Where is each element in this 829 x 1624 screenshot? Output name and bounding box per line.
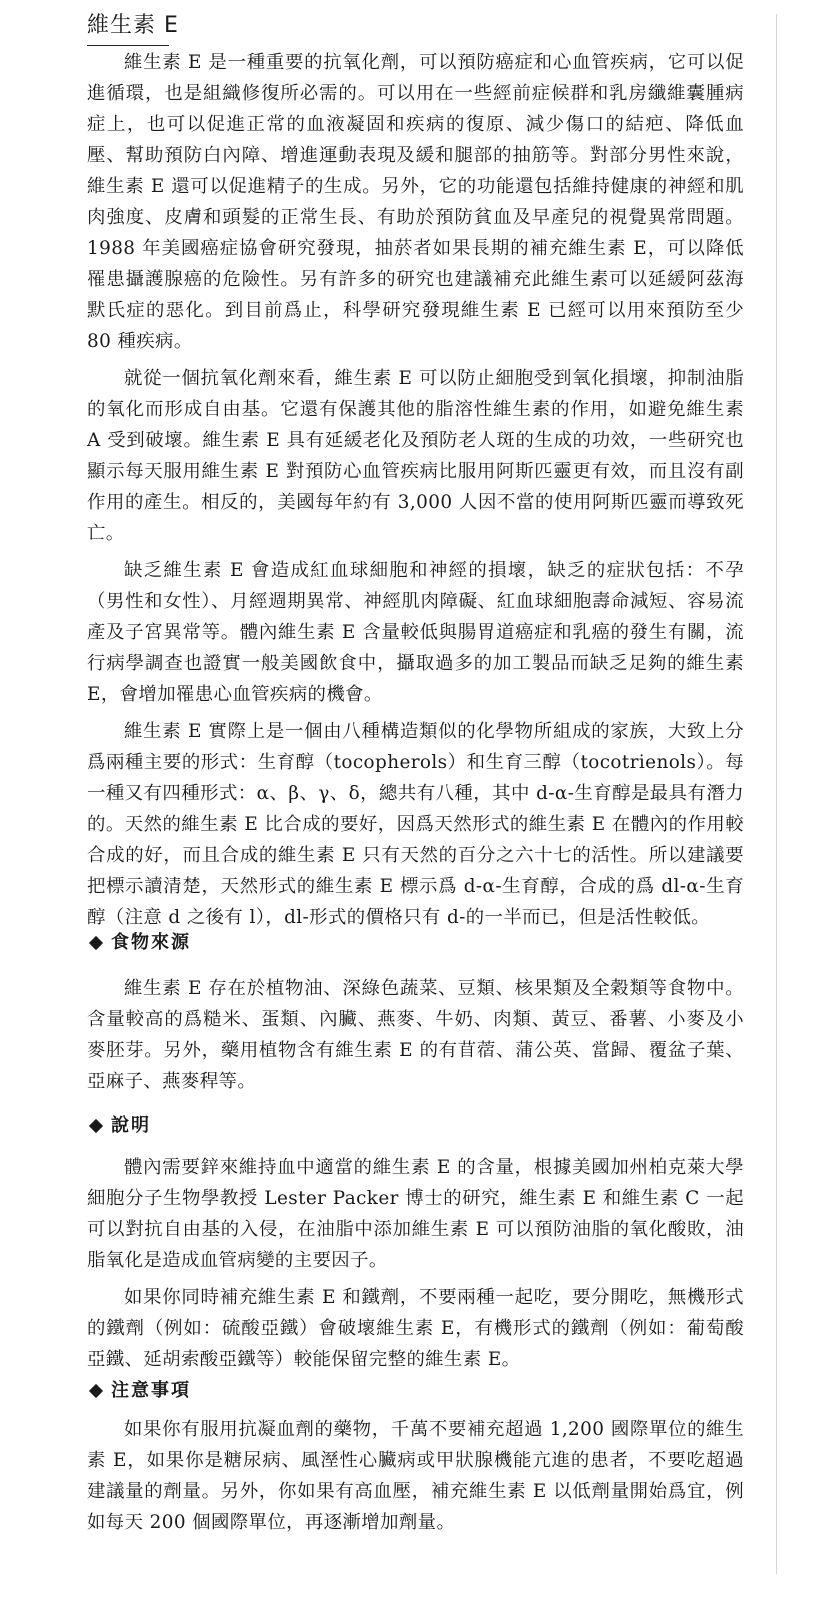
diamond-bullet-icon bbox=[89, 1384, 103, 1398]
diamond-bullet-icon bbox=[89, 936, 103, 950]
intro-paragraph-2: 就從一個抗氧化劑來看，維生素 E 可以防止細胞受到氧化損壞，抑制油脂的氧化而形成自由基。它還有保護其他的脂溶性維生素的作用，如避免維生素 A 受到破壞。維生素 E 具有延緩老化及預防老人斑的生成的功效，一些研究也顯示每天服用維生素 E 對預防心血管疾病比服用阿斯匹靈更有效，而且沒有副作用的產生。相反的，美國每年約有 3,000 人因不當的使用阿斯匹靈而導致死亡。 bbox=[87, 368, 744, 544]
title-underline bbox=[87, 45, 169, 46]
explanation-body bbox=[87, 1152, 744, 1381]
section-heading-text: 食物來源 bbox=[111, 932, 191, 953]
food-sources-paragraph: 維生素 E 存在於植物油、深綠色蔬菜、豆類、核果類及全穀類等食物中。含量較高的爲糙米、蛋類、內臟、燕麥、牛奶、肉類、黃豆、番薯、小麥及小麥胚芽。另外，藥用植物含有維生素 E 的有苜蓿、蒲公英、當歸、覆盆子葉、亞麻子、燕麥稈等。 bbox=[87, 978, 744, 1092]
section-heading-cautions bbox=[87, 1378, 744, 1404]
section-food-sources bbox=[87, 930, 744, 956]
cautions-paragraph: 如果你有服用抗凝血劑的藥物，千萬不要補充超過 1,200 國際單位的維生素 E，如果你是糖尿病、風溼性心臟病或甲狀腺機能亢進的患者，不要吃超過建議量的劑量。另外，你如果有高血壓，補充維生素 E 以低劑量開始爲宜，例如每天 200 個國際單位，再逐漸增加劑量。 bbox=[87, 1419, 744, 1533]
section-heading-explanation bbox=[87, 1113, 744, 1139]
intro-paragraph-4: 維生素 E 實際上是一個由八種構造類似的化學物所組成的家族，大致上分爲兩種主要的形式：生育醇（tocopherols）和生育三醇（tocotrienols）。每一種又有四種形式：α、β、γ、δ，總共有八種，其中 d-α-生育醇是最具有潛力的。天然的維生素 E 比合成的要好，因爲天然形式的維生素 E 在體內的作用較合成的好，而且合成的維生素 E 只有天然的百分之六十七的活性。所以建議要把標示讀清楚，天然形式的維生素 E 標示爲 d-α-生育醇，合成的爲 dl-α-生育醇（注意 d 之後有 l），dl-形式的價格只有 d-的一半而已，但是活性較低。 bbox=[87, 721, 744, 928]
scan-edge-line bbox=[776, 14, 777, 1574]
section-cautions bbox=[87, 1378, 744, 1404]
cautions-body bbox=[87, 1414, 744, 1544]
diamond-bullet-icon bbox=[89, 1119, 103, 1133]
section-explanation bbox=[87, 1113, 744, 1139]
explanation-paragraph-1: 體內需要鋅來維持血中適當的維生素 E 的含量，根據美國加州柏克萊大學細胞分子生物學教授 Lester Packer 博士的研究，維生素 E 和維生素 C 一起可以對抗自由基的入侵，在油脂中添加維生素 E 可以預防油脂的氧化酸敗，油脂氧化是造成血管病變的主要因子。 bbox=[87, 1157, 744, 1271]
section-heading-food-sources bbox=[87, 930, 744, 956]
intro-body bbox=[87, 47, 744, 939]
explanation-paragraph-2: 如果你同時補充維生素 E 和鐵劑，不要兩種一起吃，要分開吃，無機形式的鐵劑（例如：硫酸亞鐵）會破壞維生素 E，有機形式的鐵劑（例如：葡萄酸亞鐵、延胡索酸亞鐵等）較能保留完整的維生素 E。 bbox=[87, 1287, 744, 1370]
section-heading-text: 說明 bbox=[111, 1115, 151, 1136]
intro-paragraph-1: 維生素 E 是一種重要的抗氧化劑，可以預防癌症和心血管疾病，它可以促進循環，也是組織修復所必需的。可以用在一些經前症候群和乳房纖維囊腫病症上，也可以促進正常的血液凝固和疾病的復原、減少傷口的結疤、降低血壓、幫助預防白內障、增進運動表現及緩和腿部的抽筋等。對部分男性來說，維生素 E 還可以促進精子的生成。另外，它的功能還包括維持健康的神經和肌肉強度、皮膚和頭髮的正常生長、有助於預防貧血及早產兒的視覺異常問題。1988 年美國癌症協會研究發現，抽菸者如果長期的補充維生素 E，可以降低罹患攝護腺癌的危險性。另有許多的研究也建議補充此維生素可以延緩阿茲海默氏症的惡化。到目前爲止，科學研究發現維生素 E 已經可以用來預防至少 80 種疾病。 bbox=[87, 52, 744, 352]
section-heading-text: 注意事項 bbox=[111, 1380, 191, 1401]
food-sources-body bbox=[87, 973, 744, 1103]
page-title: 維生素 E bbox=[87, 13, 179, 38]
intro-paragraph-3: 缺乏維生素 E 會造成紅血球細胞和神經的損壞，缺乏的症狀包括：不孕（男性和女性）、月經週期異常、神經肌肉障礙、紅血球細胞壽命減短、容易流產及子宮異常等。體內維生素 E 含量較低與腸胃道癌症和乳癌的發生有關，流行病學調查也證實一般美國飲食中，攝取過多的加工製品而缺乏足夠的維生素 E，會增加罹患心血管疾病的機會。 bbox=[87, 560, 744, 705]
